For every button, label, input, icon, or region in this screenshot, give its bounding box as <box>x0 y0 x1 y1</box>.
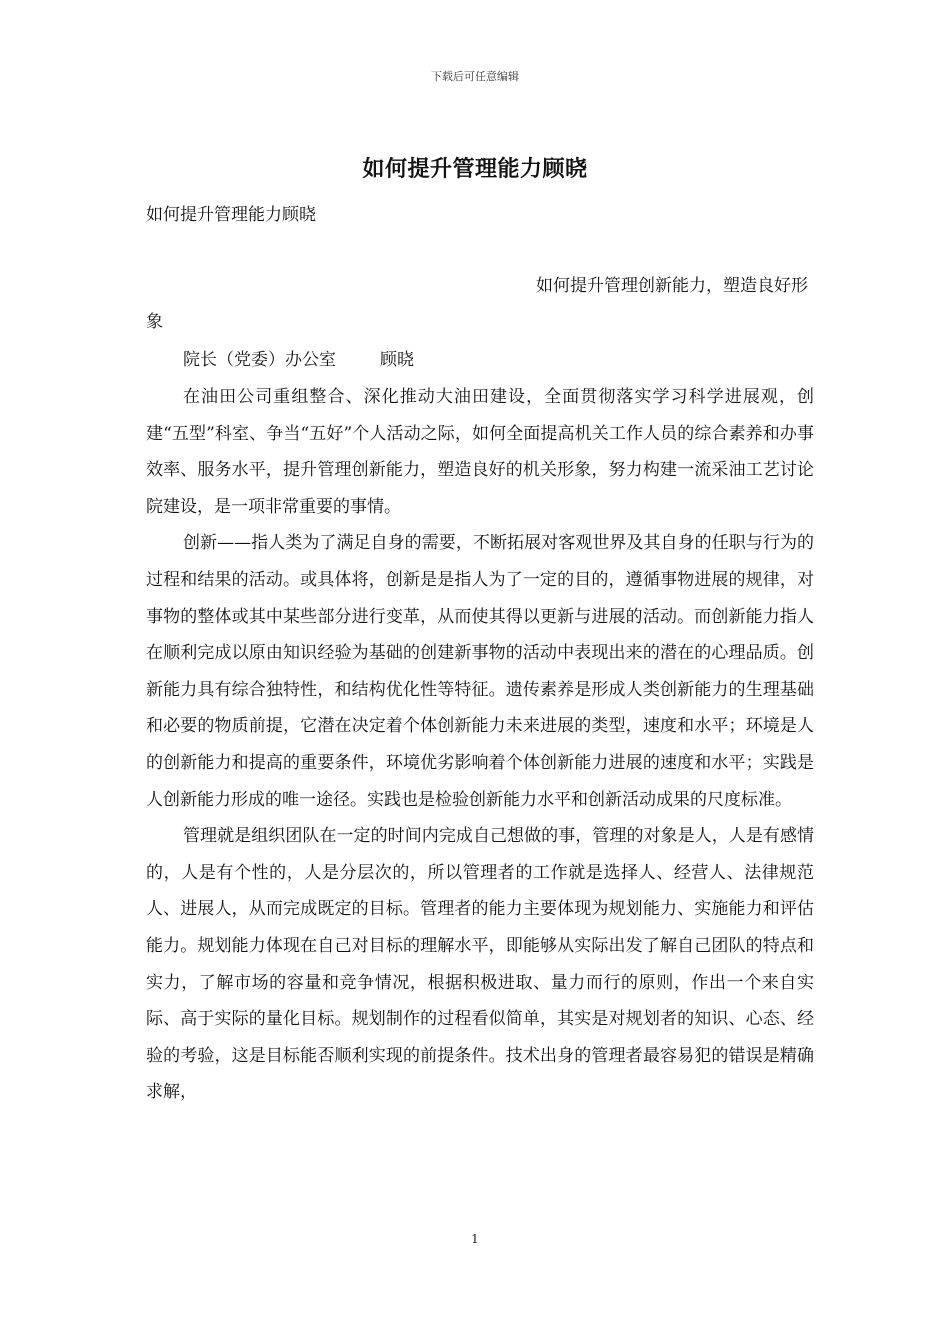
body-paragraph-3: 管理就是组织团队在一定的时间内完成自己想做的事，管理的对象是人，人是有感情的，人是有个性的，人是分层次的，所以管理者的工作就是选择人、经营人、法律规范人、进展人，从而完成既定的目标。管理者的能力主要体现为规划能力、实施能力和评估能力。规划能力体现在自己对目标的理解水平，即能够从实际出发了解自己团队的特点和实力，了解市场的容量和竞争情况，根据积极进取、量力而行的原则，作出一个来自实际、高于实际的量化目标。规划制作的过程看似简单，其实是对规划者的知识、心态、经验的考验，这是目标能否顺利实现的前提条件。技术出身的管理者最容易犯的错误是精确求解， <box>146 826 814 1103</box>
body-paragraph-1: 在油田公司重组整合、深化推动大油田建设，全面贯彻落实学习科学进展观，创建“五型”科室、争当“五好”个人活动之际，如何全面提高机关工作人员的综合素养和办事效率、服务水平，提升管理创新能力，塑造良好的机关形象，努力构建一流采油工艺讨论院建设，是一项非常重要的事情。 <box>146 387 814 517</box>
tagline-line-1: 如何提升管理创新能力，塑造良好形 <box>536 276 808 296</box>
body-paragraph-2: 创新——指人类为了满足自身的需要，不断拓展对客观世界及其自身的任职与行为的过程和结果的活动。或具体将，创新是是指人为了一定的目的，遵循事物进展的规律，对事物的整体或其中某些部分进行变革，从而使其得以更新与进展的活动。而创新能力指人在顺利完成以原由知识经验为基础的创建新事物的活动中表现出来的潜在的心理品质。创新能力具有综合独特性，和结构优化性等特征。遗传素养是形成人类创新能力的生理基础和必要的物质前提，它潜在决定着个体创新能力未来进展的类型，速度和水平；环境是人的创新能力和提高的重要条件，环境优劣影响着个体创新能力进展的速度和水平；实践是人创新能力形成的唯一途径。实践也是检验创新能力水平和创新活动成果的尺度标准。 <box>146 533 814 810</box>
article-body <box>146 379 814 1111</box>
document-subtitle: 如何提升管理能力顾晓 <box>146 205 316 225</box>
article-tagline <box>146 268 810 340</box>
author-name: 顾晓 <box>380 350 414 370</box>
document-title: 如何提升管理能力顾晓 <box>362 156 588 182</box>
author-line <box>183 342 414 378</box>
author-department: 院长（党委）办公室 <box>183 350 336 370</box>
header-note: 下载后可任意编辑 <box>431 70 519 83</box>
tagline-line-2: 象 <box>146 312 163 332</box>
page-number: 1 <box>471 1232 479 1246</box>
